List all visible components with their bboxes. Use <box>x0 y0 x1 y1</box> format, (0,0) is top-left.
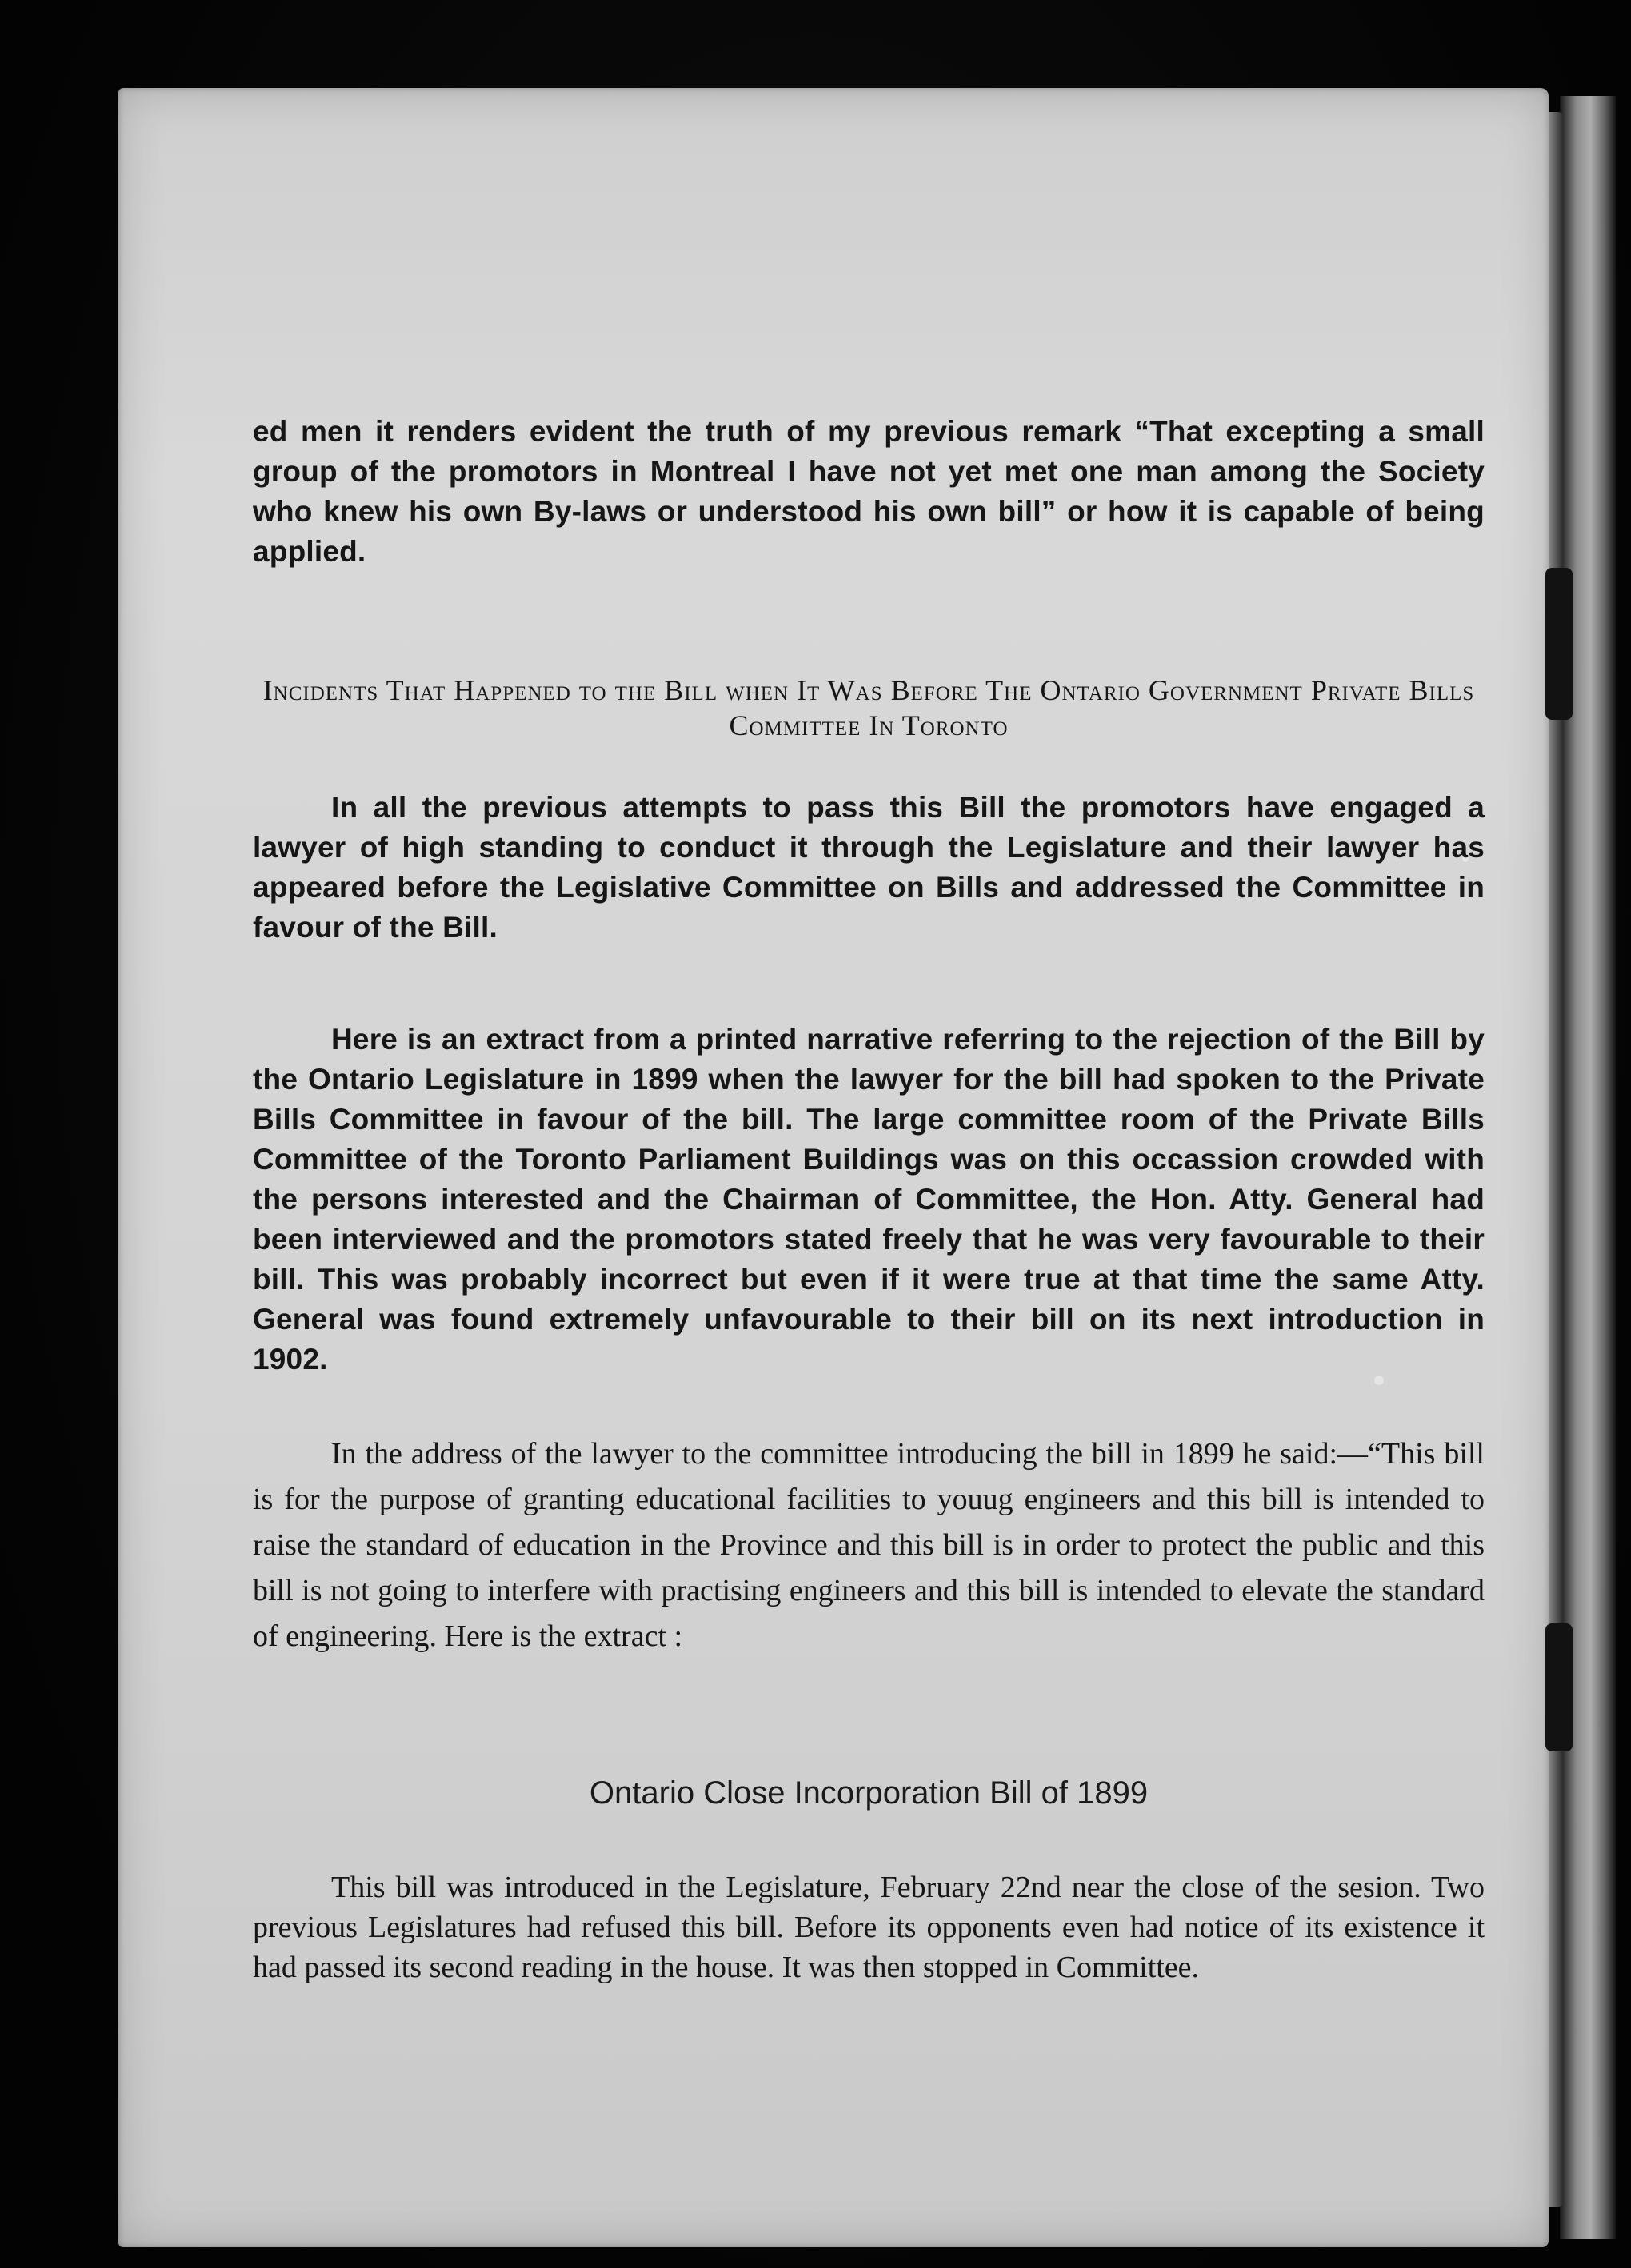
paragraph <box>253 1431 1485 1659</box>
document-page <box>118 88 1549 2247</box>
paragraph-text: This bill was introduced in the Legislature, February 22nd near the close of the sesion. Two previous Legislatures had refused this bill. Before its opponents even had notice of its existence it had passed its second reading in the house. It was then stopped in Committee. <box>253 1871 1485 1984</box>
section-heading <box>253 673 1485 743</box>
paragraph <box>253 1867 1485 1987</box>
paragraph-text: In all the previous attempts to pass this Bill the promotors have engaged a lawyer of high standing to conduct it through the Legislature and their lawyer has appeared before the Legislative Committee on Bills and addressed the Committee in favour of the Bill. <box>253 791 1485 944</box>
paragraph <box>253 1020 1485 1380</box>
page-edge-shadow <box>1549 112 1563 2207</box>
section-heading-text: Incidents That Happened to the Bill when It Was Before The Ontario Government Private Bills Committee In Toronto <box>262 674 1475 741</box>
paragraph <box>253 788 1485 948</box>
binding-clip <box>1545 1623 1573 1751</box>
paragraph-text: In the address of the lawyer to the committee introducing the bill in 1899 he said:—“This bill is for the purpose of granting educational facilities to youug engineers and this bill is intended to raise the standard of education in the Province and this bill is in order to protect the public and this bill is not going to interfere with practising engineers and this bill is intended to elevate the standard of engineering. Here is the extract : <box>253 1437 1485 1653</box>
paragraph-continuation <box>253 412 1485 572</box>
paragraph-text: Here is an extract from a printed narrative referring to the rejection of the Bill by the Ontario Legislature in 1899 when the lawyer for the bill had spoken to the Private Bills Committee in favour of the bill. The large committee room of the Private Bills Committee of the Toronto Parliament Buildings was on this occassion crowded with the persons interested and the Chairman of Committee, the Hon. Atty. General had been interviewed and the promotors stated freely that he was very favourable to their bill. This was probably incorrect but even if it were true at that time the same Atty. General was found extremely unfavourable to their bill on its next introduction in 1902. <box>253 1023 1485 1376</box>
adjacent-page-edge <box>1560 96 1616 2239</box>
binding-clip <box>1545 568 1573 720</box>
subheading-text: Ontario Close Incorporation Bill of 1899 <box>589 1775 1149 1811</box>
subheading <box>253 1771 1485 1815</box>
paragraph-text: ed men it renders evident the truth of my previous remark “That excepting a small group of the promotors in Montreal I have not yet met one man among the Society who knew his own By-laws or understood his own bill” or how it is capable of being applied. <box>253 415 1485 568</box>
